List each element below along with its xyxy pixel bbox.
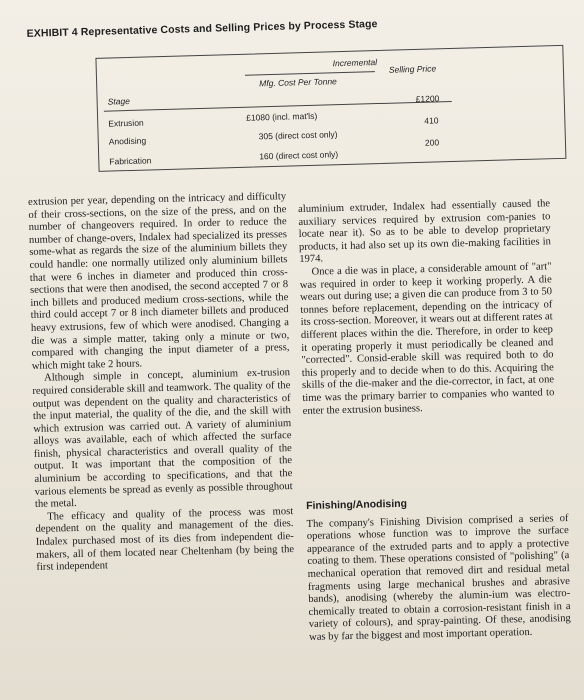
paragraph: The company's Finishing Division comprised a series of operations whose function was to improve the surface appearance of the extruded parts and to apply a protective coating to them. These operations consisted of "polishing" (a mechanical operation that removed dirt and residual metal fragments using large mechanical brushes and abrasive bands), anodising (whereby the alumin-ium was electro-chemically treated to obtain a corrosion-resistant finish in a variety of colours), and spray-painting. Of these, anodising was by far the biggest and most important operation. <box>306 512 571 643</box>
header-rule <box>104 101 452 112</box>
row-cost: 305 (direct cost only) <box>258 129 338 142</box>
paragraph: Once a die was in place, a considerable amount of "art" was required in order to keep it working properly. A die wears out during use; a given die can produce from 3 to 50 tonnes before replacement, depending on the intricacy of its cross-section. Moreover, it wears out at different rates at different places within the die. Therefore, in order to keep it operating properly it must periodically be cleaned and "corrected". Consid-erable skill was required both to do this properly and to decide when to do this. Acquiring the skills of the die-maker and the die-corrector, in fact, at one time was the primary barrier to companies who wanted to enter the extrusion business. <box>299 261 555 417</box>
exhibit-4 <box>20 0 581 188</box>
row-price: 200 <box>424 137 440 148</box>
header-stage: Stage <box>107 95 130 107</box>
header-price: Selling Price <box>388 63 437 75</box>
row-stage: Extrusion <box>108 117 144 129</box>
row-price: £1200 <box>415 93 440 104</box>
paragraph: Although simple in concept, aluminium ex-trusion required considerable skill and teamwork. The quality of the output was dependent on the quality and characteristics of the input material, the quality of the die, and the skill with which extrusion was carried out. A variety of aluminium alloys was available, each of which affected the surface finish, physical characteristics and overall quality of the output. It was important that the composition of the aluminium be according to specifications, and that the various elements be spread as evenly as possible throughout the metal. <box>32 367 293 511</box>
paragraph: extrusion per year, depending on the intricacy and difficulty of their cross-sections, on the size of the press, and on the number of changeovers required. In order to reduce the number of change-overs, Indalex had specialized its presses some-what as regards the size of the aluminium billets they could handle: one normally utilized only aluminium billets that were 6 inches in diameter and produced thin cross-sections that were then anodised, the second accepted 7 or 8 inch billets and produced medium cross-sections, while the third could accept 7 or 8 inch diameter billets and produced heavy extrusions, few of which were anodised. Changing a die was a simple matter, taking only a minute or two, compared with changing the input diameter of a press, which might take 2 hours. <box>28 191 290 372</box>
header-rule-incremental <box>245 71 375 76</box>
exhibit-title: EXHIBIT 4 Representative Costs and Selling Prices by Process Stage <box>26 18 378 40</box>
section-heading: Finishing/Anodising <box>306 497 408 512</box>
paragraph: The efficacy and quality of the process was most dependent on the quality and management of the dies. Indalex purchased most of its dies from independent die-makers, all of them located near Cheltenham (by being the first independent <box>35 505 295 574</box>
finishing-section <box>306 494 571 644</box>
row-cost: 160 (direct cost only) <box>259 149 339 162</box>
right-text-column <box>298 198 555 418</box>
header-cost: Mfg. Cost Per Tonne <box>259 76 337 89</box>
exhibit-table <box>95 45 566 172</box>
header-incremental: Incremental <box>332 57 378 69</box>
row-cost: £1080 (incl. mat'ls) <box>246 110 318 123</box>
paragraph: aluminium extruder, Indalex had essentially caused the auxiliary services required by extrusion com-panies to locate near it). So as to be able to develop proprietary products, it had also set up its own die-making facilities in 1974. <box>298 198 552 266</box>
row-stage: Fabrication <box>109 155 152 167</box>
left-text-column <box>28 191 295 575</box>
row-price: 410 <box>424 115 439 126</box>
row-stage: Anodising <box>108 135 147 147</box>
